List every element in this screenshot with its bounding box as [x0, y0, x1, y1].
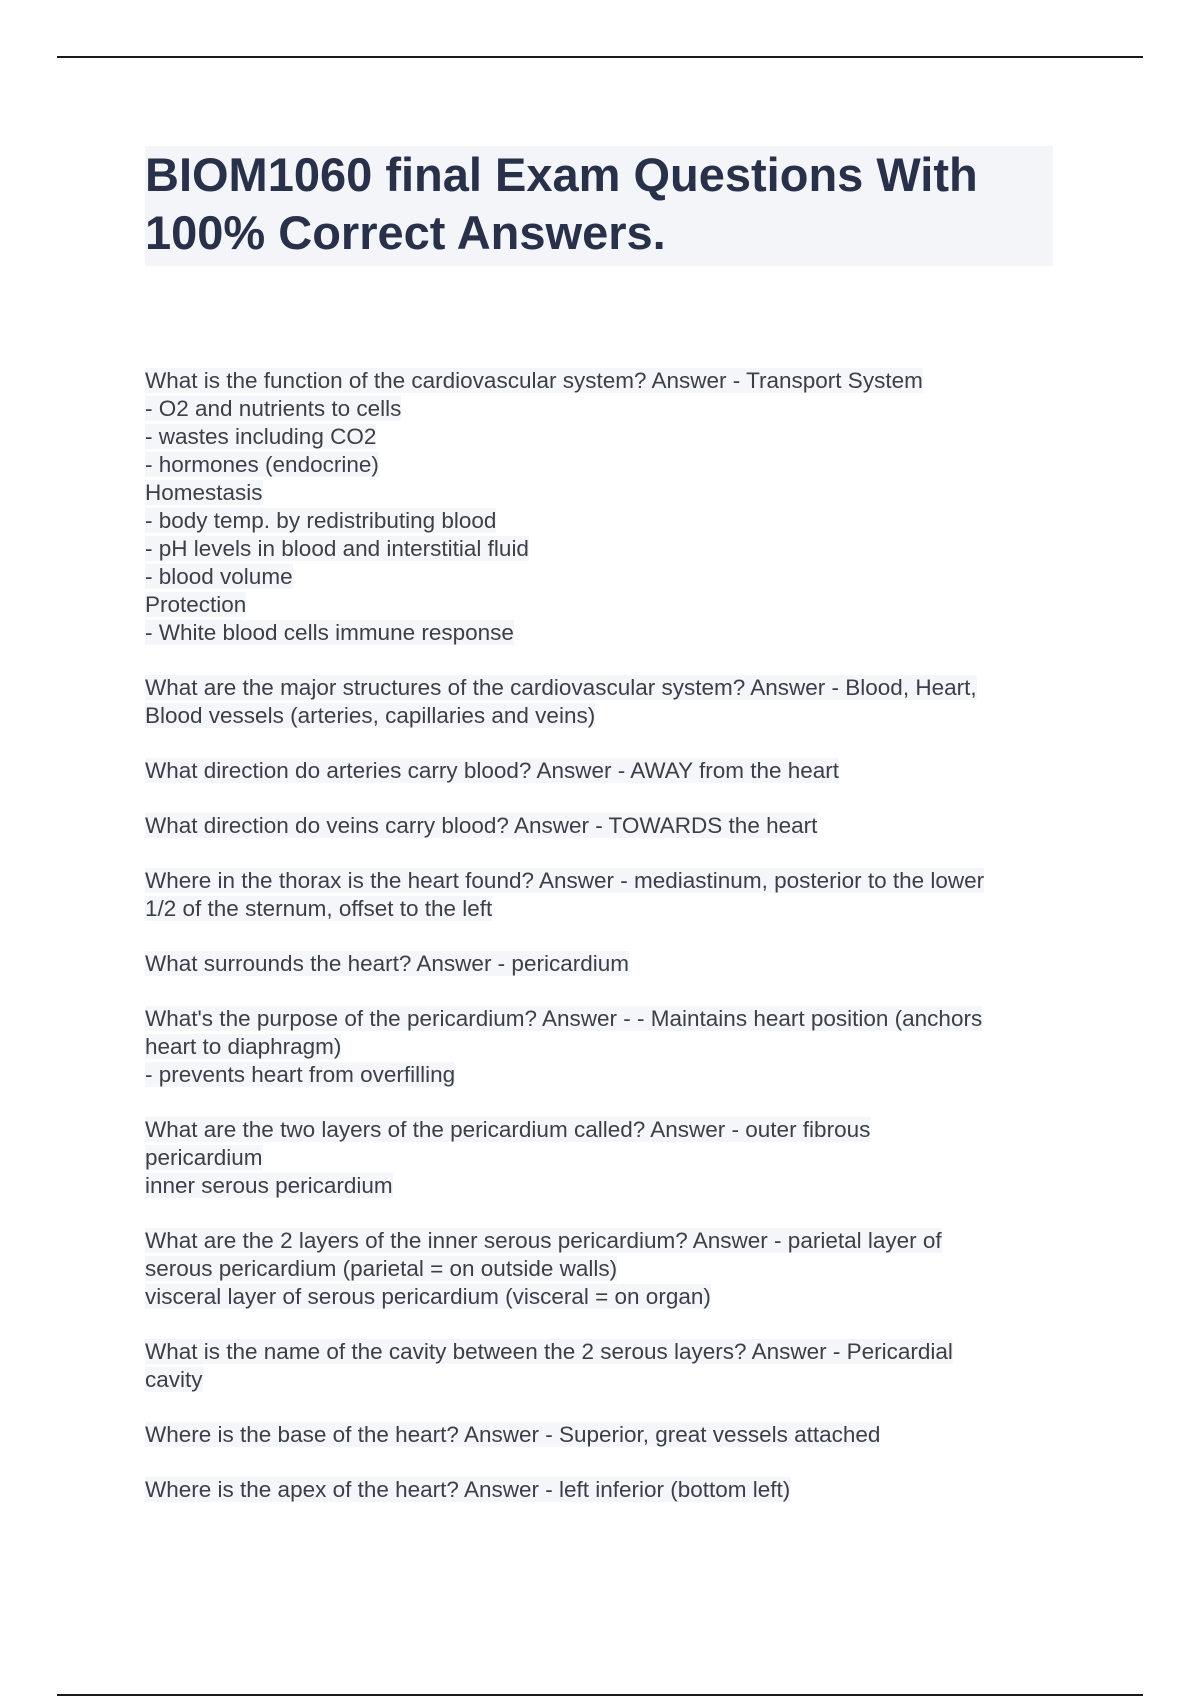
qa-question-line: [145, 674, 1065, 702]
qa-line-text: serous pericardium (parietal = on outside walls): [145, 1256, 618, 1281]
qa-answer-line: [145, 1033, 1065, 1061]
qa-line-text: What surrounds the heart? Answer - pericardium: [145, 951, 629, 976]
qa-question-line: [145, 1005, 1065, 1033]
qa-answer-line: [145, 619, 1065, 647]
qa-item: [145, 1421, 1065, 1449]
qa-item: [145, 950, 1065, 978]
qa-answer-line: [145, 1144, 1065, 1172]
qa-line-text: What direction do veins carry blood? Answer - TOWARDS the heart: [145, 813, 818, 838]
qa-line-text: What is the name of the cavity between the 2 serous layers? Answer - Pericardial: [145, 1339, 953, 1364]
qa-line-text: What's the purpose of the pericardium? Answer - - Maintains heart position (anchors: [145, 1006, 983, 1031]
qa-line-text: What are the major structures of the cardiovascular system? Answer - Blood, Heart,: [145, 675, 977, 700]
qa-line-text: inner serous pericardium: [145, 1173, 393, 1198]
qa-line-text: What are the 2 layers of the inner serous pericardium? Answer - parietal layer of: [145, 1228, 942, 1253]
page-title: [145, 146, 1053, 262]
qa-line-text: - body temp. by redistributing blood: [145, 508, 497, 533]
qa-line-text: Where is the base of the heart? Answer - Superior, great vessels attached: [145, 1422, 881, 1447]
qa-item: [145, 812, 1065, 840]
qa-line-text: What direction do arteries carry blood? Answer - AWAY from the heart: [145, 758, 840, 783]
qa-answer-line: [145, 1366, 1065, 1394]
qa-item: [145, 1476, 1065, 1504]
qa-answer-line: [145, 535, 1065, 563]
title-block: [145, 146, 1053, 266]
qa-answer-line: [145, 1283, 1065, 1311]
qa-line-text: - wastes including CO2: [145, 424, 377, 449]
qa-line-text: 1/2 of the sternum, offset to the left: [145, 896, 493, 921]
qa-line-text: - pH levels in blood and interstitial fluid: [145, 536, 529, 561]
qa-question-line: [145, 1421, 1065, 1449]
qa-question-line: [145, 1116, 1065, 1144]
qa-item: [145, 1005, 1065, 1089]
qa-line-text: - White blood cells immune response: [145, 620, 514, 645]
qa-question-line: [145, 867, 1065, 895]
qa-item: [145, 1338, 1065, 1394]
qa-answer-line: [145, 507, 1065, 535]
qa-question-line: [145, 1227, 1065, 1255]
qa-answer-line: [145, 702, 1065, 730]
qa-answer-line: [145, 1061, 1065, 1089]
qa-item: [145, 757, 1065, 785]
qa-item: [145, 1227, 1065, 1311]
qa-line-text: Blood vessels (arteries, capillaries and veins): [145, 703, 596, 728]
qa-item: [145, 1116, 1065, 1200]
qa-line-text: visceral layer of serous pericardium (visceral = on organ): [145, 1284, 711, 1309]
qa-line-text: What are the two layers of the pericardium called? Answer - outer fibrous: [145, 1117, 871, 1142]
bottom-rule: [57, 1694, 1143, 1696]
qa-answer-line: [145, 895, 1065, 923]
qa-line-text: Where in the thorax is the heart found? Answer - mediastinum, posterior to the lower: [145, 868, 985, 893]
qa-item: [145, 674, 1065, 730]
qa-question-line: [145, 1476, 1065, 1504]
qa-line-text: heart to diaphragm): [145, 1034, 342, 1059]
qa-line-text: - O2 and nutrients to cells: [145, 396, 402, 421]
qa-line-text: - prevents heart from overfilling: [145, 1062, 456, 1087]
page-title-line-1: BIOM1060 final Exam Questions With: [145, 148, 978, 201]
qa-item: [145, 867, 1065, 923]
qa-line-text: Protection: [145, 592, 247, 617]
qa-line-text: - hormones (endocrine): [145, 452, 379, 477]
qa-answer-line: [145, 1255, 1065, 1283]
qa-question-line: [145, 812, 1065, 840]
qa-answer-line: [145, 479, 1065, 507]
qa-answer-line: [145, 1172, 1065, 1200]
qa-line-text: cavity: [145, 1367, 203, 1392]
qa-line-text: - blood volume: [145, 564, 293, 589]
qa-line-text: What is the function of the cardiovascular system? Answer - Transport System: [145, 368, 923, 393]
qa-question-line: [145, 757, 1065, 785]
qa-answer-line: [145, 395, 1065, 423]
qa-answer-line: [145, 563, 1065, 591]
qa-list: [145, 367, 1065, 1531]
qa-line-text: Homestasis: [145, 480, 263, 505]
qa-question-line: [145, 367, 1065, 395]
page-title-line-2: 100% Correct Answers.: [145, 206, 666, 259]
qa-answer-line: [145, 451, 1065, 479]
top-rule: [57, 56, 1143, 58]
qa-question-line: [145, 950, 1065, 978]
qa-line-text: Where is the apex of the heart? Answer - left inferior (bottom left): [145, 1477, 791, 1502]
qa-item: [145, 367, 1065, 647]
qa-answer-line: [145, 423, 1065, 451]
qa-answer-line: [145, 591, 1065, 619]
qa-question-line: [145, 1338, 1065, 1366]
qa-line-text: pericardium: [145, 1145, 263, 1170]
